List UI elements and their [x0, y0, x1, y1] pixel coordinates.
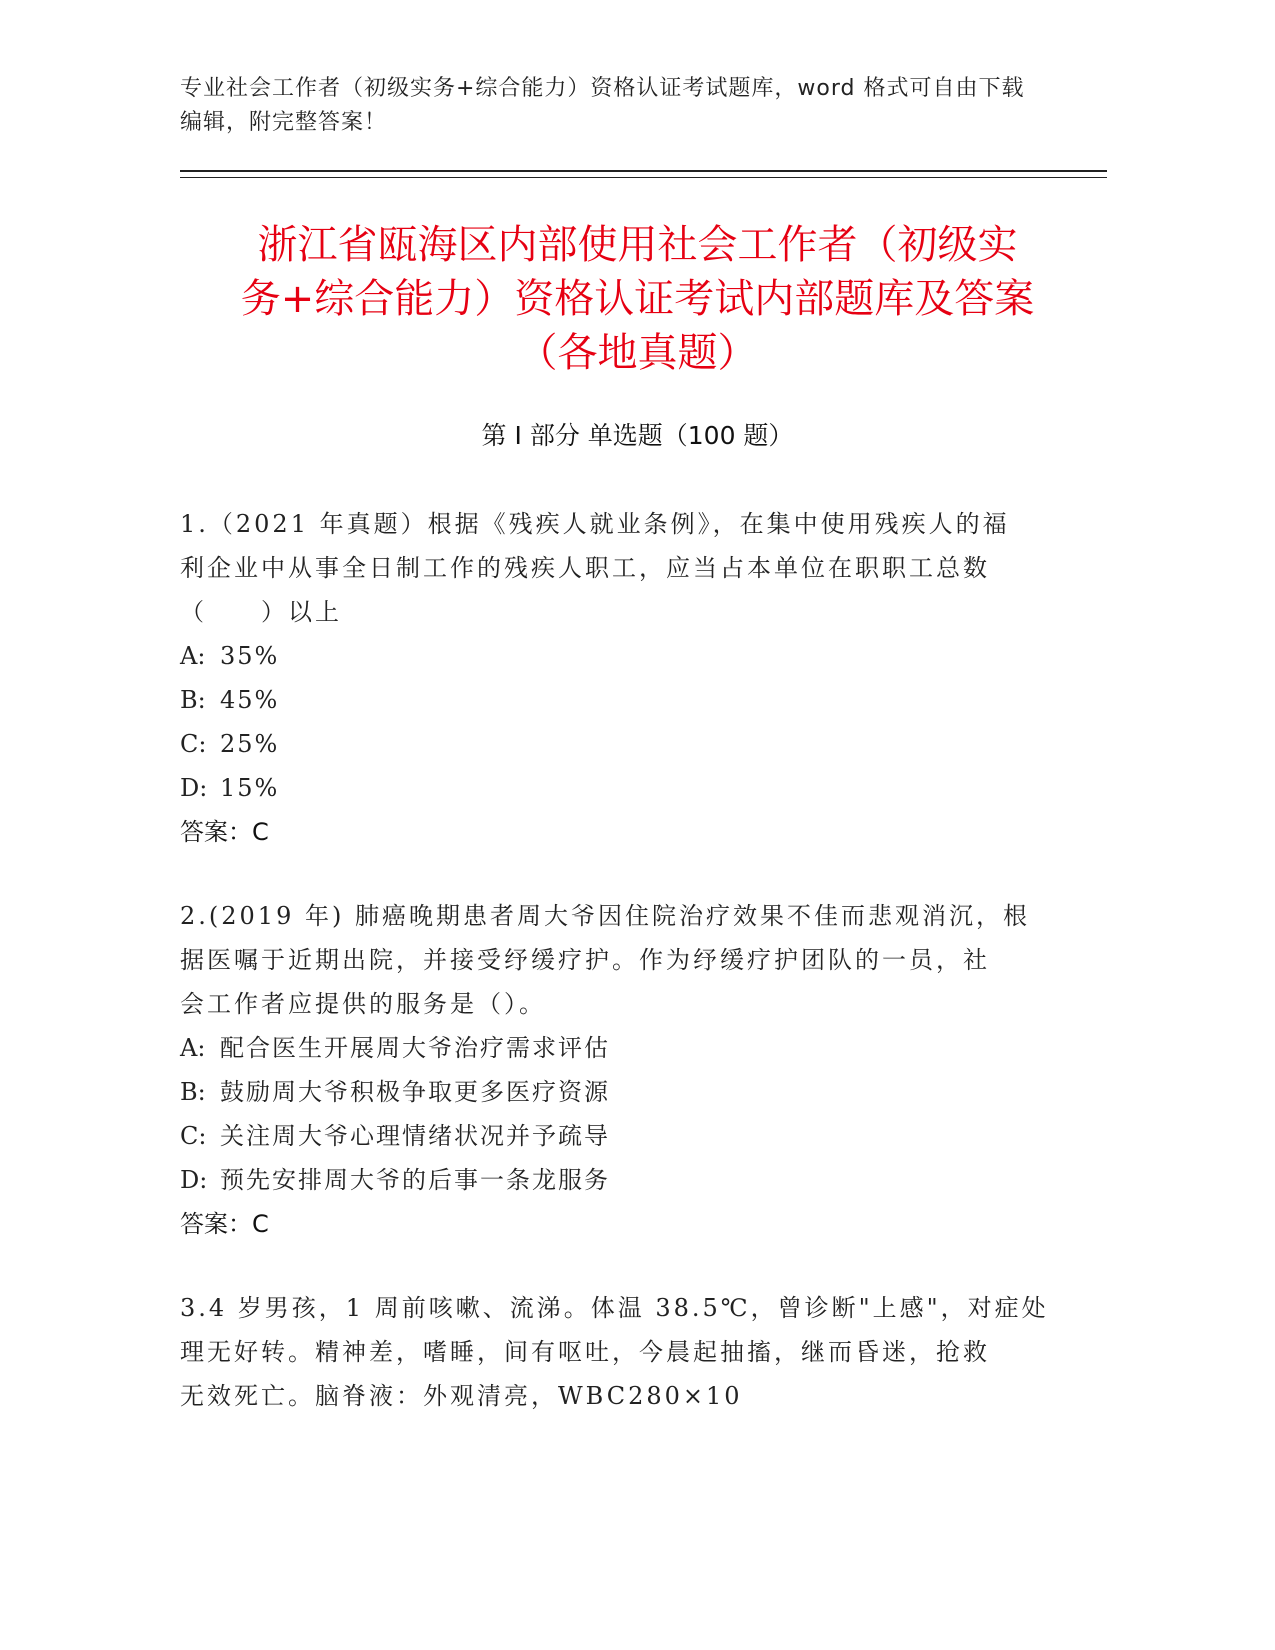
- question-text-line: 理无好转。精神差，嗜睡，间有呕吐，今晨起抽搐，继而昏迷，抢救: [180, 1338, 990, 1366]
- option-key: C:: [180, 730, 207, 758]
- option-key: D:: [180, 1166, 208, 1194]
- document-title: [150, 218, 1125, 380]
- document-title-line-2: 务+综合能力）资格认证考试内部题库及答案: [240, 276, 1035, 322]
- option-key: C:: [180, 1122, 207, 1150]
- option-a: [180, 1026, 1060, 1070]
- document-title-line-3: （各地真题）: [517, 330, 758, 376]
- option-key: D:: [180, 774, 208, 802]
- question-text-line: 利企业中从事全日制工作的残疾人职工，应当占本单位在职职工总数: [180, 554, 990, 582]
- question-3: [180, 1286, 1060, 1418]
- question-1: [180, 502, 1060, 854]
- question-2: [180, 894, 1060, 1246]
- question-text-line: 2.(2019 年) 肺癌晚期患者周大爷因住院治疗效果不佳而悲观消沉，根: [180, 902, 1030, 930]
- option-d: [180, 766, 1060, 810]
- option-text: 关注周大爷心理情绪状况并予疏导: [220, 1122, 610, 1150]
- document-title-line-1: 浙江省瓯海区内部使用社会工作者（初级实: [257, 222, 1018, 268]
- option-text: 配合医生开展周大爷治疗需求评估: [220, 1034, 610, 1062]
- option-key: A:: [180, 642, 206, 670]
- option-key: B:: [180, 686, 206, 714]
- header-note-line-1: 专业社会工作者（初级实务+综合能力）资格认证考试题库，word 格式可自由下载: [180, 76, 1025, 101]
- question-text-line: 会工作者应提供的服务是（）。: [180, 990, 546, 1018]
- option-text: 预先安排周大爷的后事一条龙服务: [220, 1166, 610, 1194]
- question-text-line: 据医嘱于近期出院，并接受纾缓疗护。作为纾缓疗护团队的一员，社: [180, 946, 990, 974]
- section-heading: 第 I 部分 单选题（100 题）: [481, 421, 794, 450]
- option-text: 45%: [220, 686, 280, 714]
- option-key: A:: [180, 1034, 206, 1062]
- question-text-line: （ ）以上: [180, 598, 342, 626]
- option-text: 15%: [220, 774, 280, 802]
- option-b: [180, 678, 1060, 722]
- answer-label: 答案：C: [180, 818, 269, 846]
- answer-label: 答案：C: [180, 1210, 269, 1238]
- option-c: [180, 722, 1060, 766]
- question-text-line: 3.4 岁男孩，1 周前咳嗽、流涕。体温 38.5℃，曾诊断"上感"，对症处: [180, 1294, 1049, 1322]
- option-a: [180, 634, 1060, 678]
- option-key: B:: [180, 1078, 206, 1106]
- option-d: [180, 1158, 1060, 1202]
- question-text-line: 1.（2021 年真题）根据《残疾人就业条例》，在集中使用残疾人的福: [180, 510, 1010, 538]
- header-note: [180, 72, 1080, 140]
- header-divider-thick: [180, 170, 1107, 172]
- header-divider-thin: [180, 177, 1107, 178]
- option-b: [180, 1070, 1060, 1114]
- header-note-line-2: 编辑，附完整答案！: [180, 110, 388, 135]
- question-text-line: 无效死亡。脑脊液：外观清亮，WBC280×10: [180, 1382, 743, 1410]
- option-text: 25%: [220, 730, 280, 758]
- option-text: 鼓励周大爷积极争取更多医疗资源: [220, 1078, 610, 1106]
- option-text: 35%: [220, 642, 280, 670]
- option-c: [180, 1114, 1060, 1158]
